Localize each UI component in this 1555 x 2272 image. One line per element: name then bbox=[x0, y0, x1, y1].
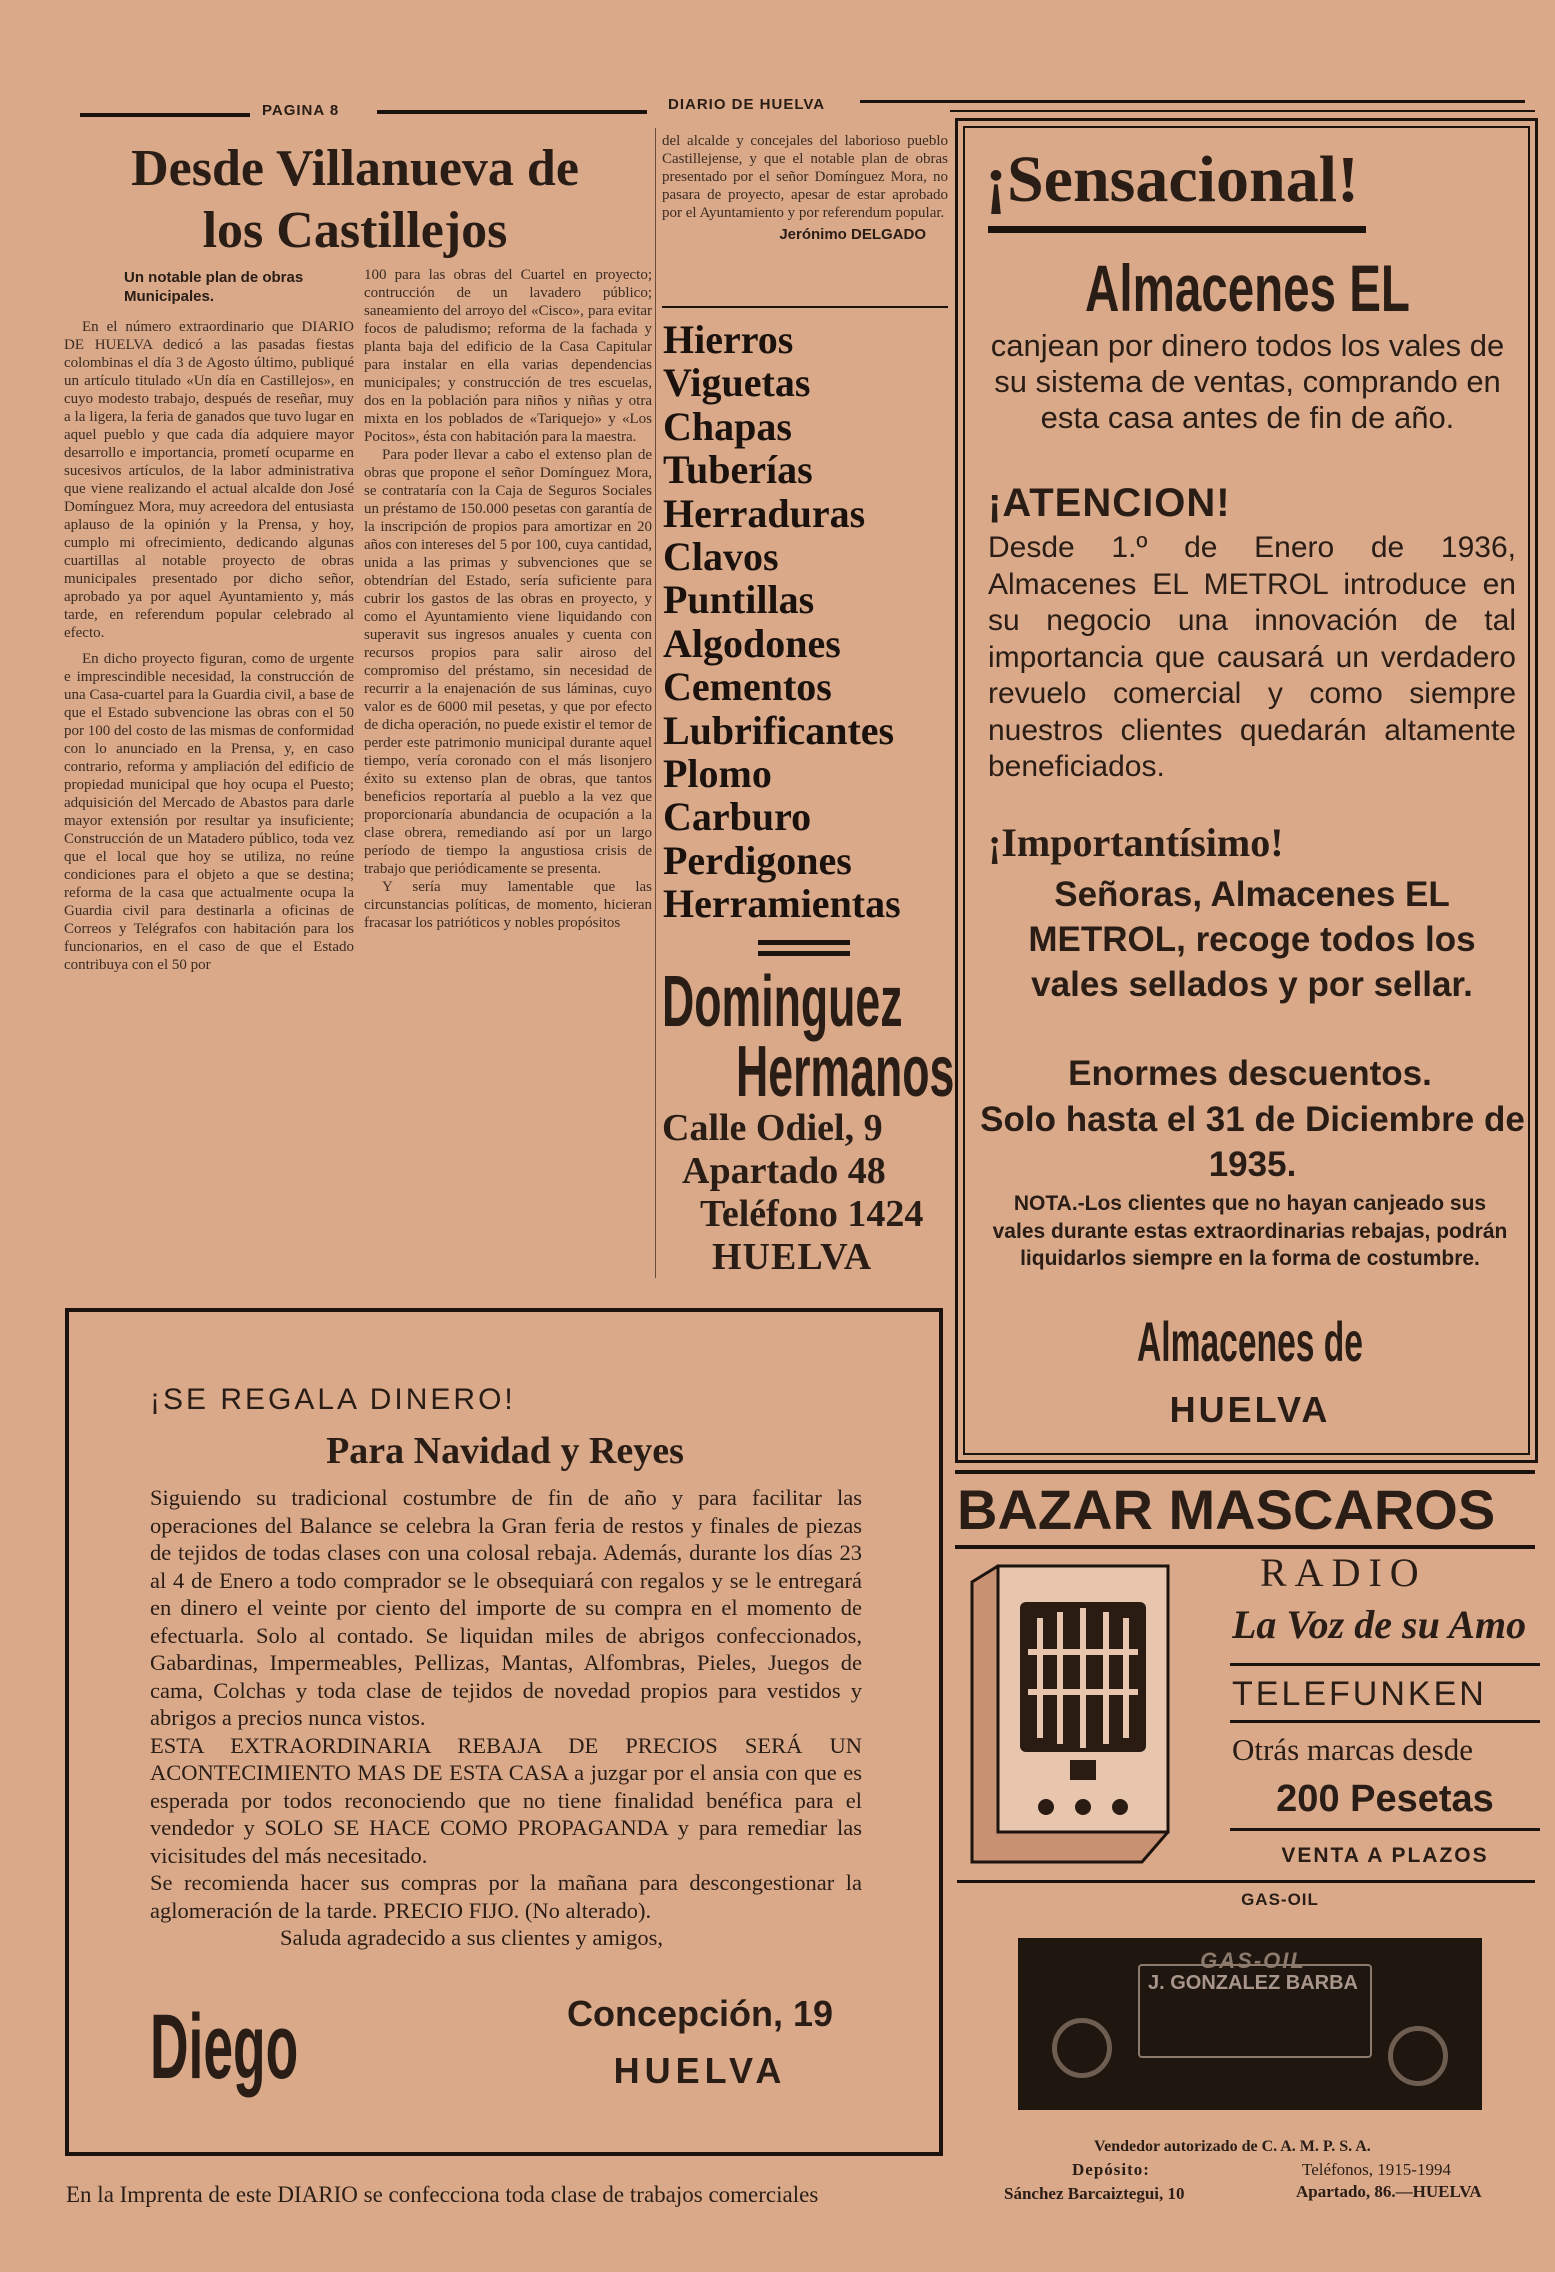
fidalgo-paragraph-2: ESTA EXTRAORDINARIA REBAJA DE PRECIOS SERÁ UN ACONTECIMIENTO MAS DE ESTA CASA a juzgar por el ansia con que es esperada por todos reconociendo que no tiene finalidad benéfica para el vendedor y SOLO SE HACE COMO PROPAGANDA y para remediar las vicisitudes del más necesitado. bbox=[150, 1732, 862, 1868]
hardware-item: Herraduras bbox=[663, 490, 866, 536]
header-rule-mid bbox=[377, 110, 647, 114]
header-rule-right bbox=[860, 100, 1525, 103]
hardware-item: Hierros bbox=[663, 317, 794, 362]
hardware-item: Clavos bbox=[663, 534, 779, 580]
bazar-price: 200 Pesetas bbox=[1276, 1778, 1494, 1820]
hardware-item: Carburo bbox=[663, 794, 812, 840]
article-paragraph: Y sería muy lamentable que las circunstancias políticas, de momento, hicieran fracasar los patrióticos y nobles propósitos bbox=[364, 879, 652, 931]
article-paragraph: En dicho proyecto figuran, como de urgente e imprescindible necesidad, la construcción de una Casa-cuartel para la Guardia civil, a base de que el Estado subvencione las obras con el 50 por 100 del costo de las mismas de conformidad con lo anunciado en la Prensa, y, en caso contrario, reforma y ampliación del edificio de propiedad municipal que hoy ocupa el Puesto; adquisición del Mercado de Abastos para darle mayor extensión por resultar ya insuficiente; Construcción de un Matadero público, toda vez que el local que hoy se utiliza, no reúne condiciones para el objeto a que se destina; reforma de la casa que actualmente ocupa la Guardia civil para destinarla a oficinas de Correos y Telégrafos con habitación para los funcionarios, en el caso de que el Estado contribuya con el 50 por bbox=[64, 651, 354, 973]
hardware-item: Herramientas bbox=[663, 881, 901, 927]
company-name-line2: Hermanos bbox=[736, 1032, 955, 1112]
bazar-title: BAZAR MASCAROS bbox=[957, 1478, 1496, 1541]
metrol-brand-box bbox=[975, 246, 1520, 336]
bazar-rule bbox=[1230, 1663, 1540, 1666]
metrol-attention: ¡ATENCION! bbox=[988, 481, 1231, 525]
article-paragraph: Para poder llevar a cabo el extenso plan de obras que propone el señor Domínguez Mora, se contrataría con la Caja de Seguros Sociales un préstamo de 150.000 pesetas con garantía de la inscripción de propios para amortizar en 20 años con intereses del 5 por 100, cuya cantidad, unida a las primas y subvenciones que se obtendrían del Estado, sería suficiente para cubrir los gastos de las obras en proyecto, y como el Ayuntamiento viene liquidando con superavit sus ingresos anuales y cuenta con recursos propios para salir airoso del compromiso del préstamo, sin necesidad de recurrir a la enajenación de sus láminas, cuyo valor es de 6000 mil pesetas, y que por efecto de dicha operación, no puede existir el temor de perder este patrimonio municipal durante aquel tiempo, vería coronado con el más lisonjero éxito su extenso plan de obras, que tantos beneficios reportaría al pueblo a la vez que proporcionaría abundancia de ocupación a la clase obrera, remediando así por un largo período de tiempo la angustiosa crisis de trabajo que periódicamente se presenta. bbox=[364, 447, 652, 877]
gasoil-label: GAS-OIL bbox=[1241, 1890, 1319, 1909]
metrol-footer-brand: Almacenes de bbox=[1137, 1310, 1363, 1373]
bazar-payment: VENTA A PLAZOS bbox=[1281, 1844, 1489, 1867]
header-rule-left bbox=[80, 113, 250, 117]
metrol-nota: NOTA.-Los clientes que no hayan canjeado sus vales durante estas extraordinarias rebajas, podrán liquidarlos siempre en la forma de costumbre. bbox=[992, 1192, 1508, 1270]
gasoil-truck-photo bbox=[1018, 1938, 1482, 2110]
bazar-radio: RADIO bbox=[1260, 1550, 1427, 1595]
radio-knob bbox=[1038, 1799, 1054, 1815]
gasoil-deposito-label: Depósito: bbox=[1072, 2160, 1150, 2179]
fidalgo-name: Diego bbox=[150, 1996, 299, 2098]
column-divider bbox=[655, 128, 656, 1278]
radio-illustration bbox=[962, 1562, 1174, 1868]
bazar-rule bbox=[1230, 1720, 1540, 1723]
metrol-footer-brand-box bbox=[975, 1304, 1525, 1384]
gasoil-deposito-address: Sánchez Barcaiztegui, 10 bbox=[1004, 2184, 1185, 2203]
article-paragraph: 100 para las obras del Cuartel en proyecto; contrucción de un lavadero público; saneamiento del arroyo del «Cisco», para evitar focos de paludismo; reforma de la fachada y planta baja del edificio de la Casa Capitular para instalar en ella varias dependencias municipales; y construcción de tres escuelas, dos en la población para niños y niñas y otra mixta en los poblados de «Tariquejo» y «Los Pocitos», ésta con habitación para la maestra. bbox=[364, 267, 652, 445]
radio-knob bbox=[1075, 1799, 1091, 1815]
paper-name: DIARIO DE HUELVA bbox=[668, 96, 826, 113]
hardware-item: Lubrificantes bbox=[663, 707, 895, 753]
fidalgo-name-box bbox=[150, 1992, 550, 2102]
article-title-line1: Desde Villanueva de bbox=[131, 140, 579, 197]
article-paragraph: del alcalde y concejales del laborioso pueblo Castillejense, y que el notable plan de obras presentado por el señor Domínguez Mora, no pasara de proyecto, apesar de estar aprobado por el Ayuntamiento y por referendum popular. bbox=[662, 133, 948, 221]
company-name-2-box bbox=[736, 1032, 966, 1112]
fidalgo-city: HUELVA bbox=[613, 2050, 787, 2091]
bazar-other-brands: Otrás marcas desde bbox=[1232, 1732, 1474, 1767]
company-name-line1: Dominguez bbox=[662, 962, 903, 1042]
metrol-headline-rule bbox=[988, 226, 1366, 233]
hardware-item: Puntillas bbox=[663, 577, 815, 623]
radio-dial bbox=[1070, 1760, 1096, 1780]
article-column-2 bbox=[364, 266, 652, 932]
bazar-voz: La Voz de su Amo bbox=[1232, 1602, 1527, 1647]
fidalgo-paragraph-3: Se recomienda hacer sus compras por la mañana para descongestionar la aglomeración de la tarde. PRECIO FIJO. (No alterado). bbox=[150, 1870, 862, 1923]
article-paragraph: En el número extraordinario que DIARIO DE HUELVA dedicó a las pasadas fiestas colombinas el día 3 de Agosto último, publiqué un artículo titulado «Un día en Castillejos», en cuyo modesto trabajo, después de reseñar, muy a la ligera, la feria de ganados que tuvo lugar en aquel pueblo y que cada día adquiere mayor desarrollo e importancia, prometí ocuparme en sucesivos artículos, de la labor administrativa que viene realizando el actual alcalde don José Domínguez Mora, muy acreedora del entusiasta aplauso de la opinión y la Prensa, y hoy, cumplo mi ofrecimiento, dedicando algunas cuartillas al notable proyecto de obras municipales presentado por dicho señor, aprobado ya por aquel Ayuntamiento y, más tarde, en referendum popular celebrado al efecto. bbox=[64, 319, 354, 641]
gasoil-vendor: Vendedor autorizado de C. A. M. P. S. A. bbox=[1094, 2138, 1371, 2155]
hardware-item: Cementos bbox=[663, 664, 832, 710]
hardware-item: Plomo bbox=[663, 751, 772, 797]
hardware-address: Calle Odiel, 9 bbox=[662, 1107, 883, 1149]
truck-sign-1: GAS-OIL bbox=[1200, 1948, 1306, 1973]
bazar-brand: TELEFUNKEN bbox=[1232, 1675, 1487, 1713]
metrol-until: Solo hasta el 31 de Diciembre de 1935. bbox=[980, 1100, 1525, 1184]
bazar-title-rule bbox=[955, 1545, 1535, 1549]
fidalgo-title: Para Navidad y Reyes bbox=[326, 1430, 684, 1472]
article-column-1 bbox=[64, 268, 354, 974]
hardware-telefono: Teléfono 1424 bbox=[700, 1193, 924, 1235]
metrol-intro: canjean por dinero todos los vales de su sistema de ventas, comprando en esta casa antes de fin de año. bbox=[990, 328, 1505, 435]
metrol-footer-city: HUELVA bbox=[1169, 1389, 1331, 1430]
company-name-1-box bbox=[662, 962, 962, 1042]
hardware-rule bbox=[758, 951, 850, 956]
hardware-item: Algodones bbox=[663, 620, 841, 666]
truck-wheel bbox=[1388, 2026, 1448, 2086]
fidalgo-body bbox=[150, 1484, 862, 1952]
hardware-items bbox=[663, 318, 953, 926]
hardware-item: Chapas bbox=[663, 403, 792, 449]
truck-wheel bbox=[1052, 2018, 1112, 2078]
imprenta-footer: En la Imprenta de este DIARIO se confecciona toda clase de trabajos comerciales bbox=[66, 2182, 819, 2207]
metrol-important: ¡Importantísimo! bbox=[988, 820, 1284, 865]
gasoil-top-rule bbox=[957, 1880, 1535, 1883]
bazar-rule bbox=[1230, 1828, 1540, 1831]
metrol-attention-text: Desde 1.º de Enero de 1936, Almacenes EL METROL introduce en su negocio una innovación de tal importancia que causará un verdadero revuelo comercial y como siempre nuestros clientes quedarán altamente beneficiados. bbox=[988, 531, 1516, 783]
article-signature: Jerónimo DELGADO bbox=[779, 226, 926, 243]
hardware-apartado: Apartado 48 bbox=[682, 1150, 886, 1192]
fidalgo-kicker: ¡SE REGALA DINERO! bbox=[150, 1383, 516, 1416]
hardware-item: Tuberías bbox=[663, 447, 813, 493]
signature-rule bbox=[662, 306, 948, 308]
hardware-item: Perdigones bbox=[663, 837, 852, 883]
truck-sign-2: J. GONZALEZ BARBA bbox=[1148, 1972, 1358, 1994]
hardware-rule bbox=[758, 940, 850, 945]
article-title-line2: los Castillejos bbox=[202, 202, 508, 259]
hardware-city: HUELVA bbox=[712, 1236, 873, 1278]
bazar-top-rule bbox=[955, 1470, 1535, 1474]
fidalgo-closing: Saluda agradecido a sus clientes y amigos, bbox=[280, 1925, 664, 1950]
metrol-headline: ¡Sensacional! bbox=[985, 143, 1360, 216]
page-label: PAGINA 8 bbox=[262, 102, 340, 119]
gasoil-apartado: Apartado, 86.—HUELVA bbox=[1296, 2182, 1482, 2201]
metrol-important-text: Señoras, Almacenes EL METROL, recoge todos los vales sellados y por sellar. bbox=[1028, 875, 1476, 1004]
metrol-brand: Almacenes EL bbox=[1085, 251, 1410, 325]
header-rule-right-thin bbox=[950, 110, 1535, 112]
metrol-discounts: Enormes descuentos. bbox=[1068, 1054, 1432, 1093]
article-title bbox=[60, 138, 650, 262]
radio-knob bbox=[1112, 1799, 1128, 1815]
gasoil-phones: Teléfonos, 1915-1994 bbox=[1302, 2160, 1451, 2179]
hardware-item: Viguetas bbox=[663, 360, 811, 406]
article-subtitle: Un notable plan de obras Municipales. bbox=[124, 269, 304, 305]
fidalgo-paragraph-1: Siguiendo su tradicional costumbre de fin de año y para facilitar las operaciones del Balance se celebra la Gran feria de restos y finales de piezas de tejidos de todas clases con una colosal rebaja. Además, durante los días 23 al 4 de Enero a todo comprador se le obsequiará con regalos y se le entregará en dinero el veinte por ciento del importe de su compra en el momento de efectuarla. Solo al contado. Se liquidan miles de abrigos confeccionados, Gabardinas, Impermeables, Pellizas, Mantas, Alfombras, Pieles, Juegos de cama, Colchas y toda clase de tejidos de novedad propios para vestidos y abrigos a precios nunca vistos. bbox=[150, 1485, 862, 1730]
fidalgo-address: Concepción, 19 bbox=[566, 1993, 834, 2034]
article-column-3 bbox=[662, 132, 948, 243]
